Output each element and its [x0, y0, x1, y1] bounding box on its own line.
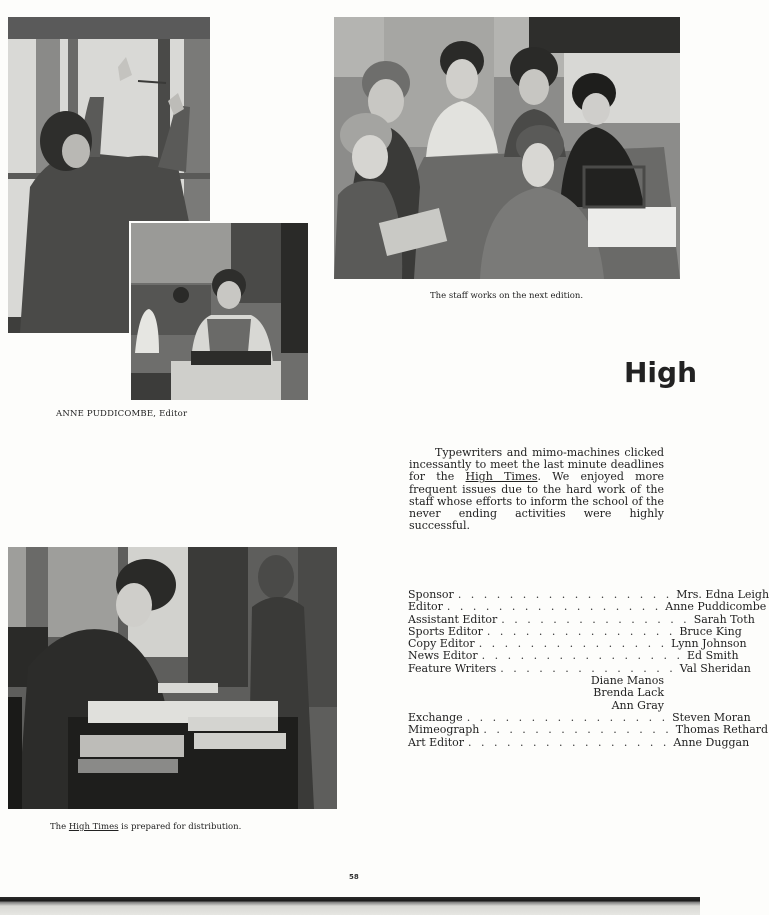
staff-dots: . . . . . . . . . . . . . . . . .	[457, 588, 673, 601]
staff-row	[408, 600, 767, 614]
staff-dots: . . . . . . . . . . . . . . .	[501, 612, 690, 626]
intro-publication: High Times	[465, 470, 538, 484]
staff-name: Brenda Lack	[593, 686, 664, 700]
staff-role: Feature Writers	[408, 661, 497, 675]
caption-editor: ANNE PUDDICOMBE, Editor	[56, 409, 188, 419]
staff-dots: . . . . . . . . . . . . . . . . .	[446, 600, 662, 614]
caption-distribution	[50, 822, 241, 832]
intro-paragraph	[409, 447, 664, 532]
staff-name: Ann Gray	[611, 698, 664, 712]
staff-name: Diane Manos	[590, 674, 664, 688]
staff-role: Sponsor	[408, 588, 454, 601]
staff-list	[408, 588, 769, 749]
staff-name: Steven Moran	[672, 710, 751, 724]
caption-distribution-suffix: is prepared for distribution.	[118, 822, 242, 832]
staff-dots: . . . . . . . . . . . . . . .	[483, 723, 672, 737]
staff-dots: . . . . . . . . . . . . . .	[500, 661, 676, 675]
staff-dots: . . . . . . . . . . . . . . .	[486, 624, 676, 638]
staff-role: Copy Editor	[408, 637, 475, 651]
staff-role: Art Editor	[408, 735, 465, 749]
photo-distribution	[8, 547, 337, 809]
staff-name: Anne Puddicombe	[665, 600, 767, 614]
intro-part2: . We enjoyed more frequent issues due to the hard work of the staff whose efforts to inform the school of the never ending activities were highly successful.	[409, 470, 664, 533]
staff-name: Thomas Rethard	[675, 723, 769, 737]
staff-role: Sports Editor	[408, 624, 483, 638]
staff-role: Mimeograph	[408, 723, 480, 737]
staff-name: Mrs. Edna Leigh	[676, 588, 769, 601]
staff-name: Anne Duggan	[673, 735, 750, 749]
caption-distribution-prefix: The	[50, 822, 69, 832]
staff-dots: . . . . . . . . . . . . . . . .	[468, 735, 670, 749]
page-bottom-edge	[0, 897, 700, 915]
staff-dots: . . . . . . . . . . . . . . .	[478, 637, 668, 651]
staff-name: Lynn Johnson	[671, 637, 747, 651]
staff-row-continuation	[408, 687, 664, 699]
staff-role: Assistant Editor	[408, 612, 498, 626]
staff-role: Exchange	[408, 710, 463, 724]
staff-role: News Editor	[408, 649, 478, 663]
staff-dots: . . . . . . . . . . . . . . . .	[466, 710, 669, 724]
intro-part1: Typewriters and mimo-machines clicked incessantly to meet the last minute deadlines for the	[409, 446, 664, 484]
photo-typist	[129, 221, 310, 402]
staff-name: Ed Smith	[687, 649, 739, 663]
caption-staff: The staff works on the next edition.	[430, 291, 584, 301]
staff-dots: . . . . . . . . . . . . . . . .	[481, 649, 683, 663]
caption-distribution-title: High Times	[68, 822, 119, 832]
photo-staff-meeting	[334, 17, 680, 279]
staff-role: Editor	[408, 600, 443, 614]
staff-row	[408, 723, 769, 737]
staff-name: Val Sheridan	[679, 661, 751, 675]
section-title: High	[624, 356, 698, 389]
staff-row	[408, 649, 739, 663]
staff-row	[408, 735, 750, 749]
page-number: 58	[349, 873, 359, 881]
staff-name: Bruce King	[679, 624, 742, 638]
staff-name: Sarah Toth	[693, 612, 755, 626]
